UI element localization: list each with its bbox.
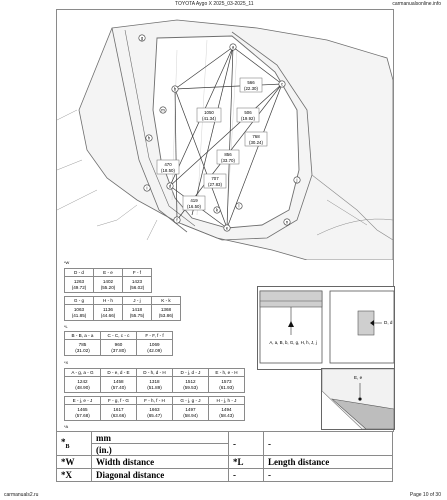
- legend-text-length: Length distance: [264, 456, 393, 469]
- diagonal-cell-10: 1494 (58.43): [209, 405, 245, 421]
- length-header-f: F - F, f - f: [137, 332, 173, 340]
- legend-symbol-diagonal: *X: [57, 469, 92, 482]
- width-cell-f: 1423 (56.02): [123, 277, 152, 293]
- page-header-site: carmanualsonline.info: [392, 1, 441, 7]
- callout-470-value: 470: [164, 162, 172, 167]
- corner-detail-label: E, e: [354, 375, 363, 380]
- legend-table: [56, 431, 393, 482]
- legend-text-empty-2: -: [264, 469, 393, 482]
- legend-symbol-unit: $*_B$: [57, 432, 92, 456]
- callout-419-value: 419: [190, 198, 198, 203]
- width-header-d: D - d: [65, 269, 94, 277]
- point-label-b: b: [173, 86, 177, 92]
- legend-unit-sub: (in.): [92, 444, 229, 456]
- point-label-h: h: [147, 135, 151, 141]
- diagonal-header-6: E - j, e - J: [65, 397, 101, 405]
- callout-419-inch: (16.50): [187, 204, 201, 209]
- page-footer-number: Page 10 of 30: [409, 492, 441, 498]
- length-header-c: C - C, c - c: [101, 332, 137, 340]
- diagonal-table-label: *X: [64, 360, 69, 365]
- diagonal-cell-9: 1497 (58.94): [173, 405, 209, 421]
- legend-unit-main: mm: [92, 432, 229, 444]
- callout-768-value: 768: [252, 134, 260, 139]
- length-cell-f: 1069 (42.09): [137, 340, 173, 356]
- legend-text-empty-1: -: [264, 432, 393, 456]
- cross-section-side-label: D, d: [384, 320, 393, 325]
- diagonal-header-7: F - g, f - G: [101, 397, 137, 405]
- legend-symbol-empty-2: -: [229, 469, 264, 482]
- length-table-label: *L: [64, 324, 68, 329]
- callout-506-value: 506: [244, 110, 252, 115]
- callout-566-value: 566: [247, 80, 255, 85]
- width-header-e: E - e: [94, 269, 123, 277]
- callout-856-inch: (33.70): [221, 158, 235, 163]
- diagonal-cell-2: 1458 (57.40): [101, 377, 137, 393]
- width-table-row-2: [64, 296, 181, 321]
- diagonal-cell-8: 1663 (65.47): [137, 405, 173, 421]
- width-header-f: F - f: [123, 269, 152, 277]
- diagonal-cell-3: 1318 (51.89): [137, 377, 173, 393]
- callout-768-inch: (30.24): [249, 140, 263, 145]
- diagonal-header-4: D - j, d - J: [173, 369, 209, 377]
- length-cell-c: 960 (37.80): [101, 340, 137, 356]
- point-label-c: c: [280, 81, 284, 87]
- cross-section-caption: A, a, B, b, G, g, H, h, J, j: [269, 340, 317, 345]
- width-cell-d: 1263 (49.72): [65, 277, 94, 293]
- point-label-f: f: [176, 217, 178, 223]
- diagonal-cell-6: 1465 (57.68): [65, 405, 101, 421]
- length-header-b: B - B, a - a: [65, 332, 101, 340]
- point-label-a: a: [231, 44, 235, 50]
- width-cell-e: 1402 (55.20): [94, 277, 123, 293]
- diagonal-header-10: H - j, h - J: [209, 397, 245, 405]
- point-label-n: n: [285, 219, 289, 225]
- width-header-g: G - g: [65, 297, 94, 305]
- diagonal-cell-1: 1242 (48.90): [65, 377, 101, 393]
- page-header-title: TOYOTA Aygo X 2025_03-2025_11: [175, 1, 254, 7]
- point-label-d: d: [168, 183, 172, 189]
- length-table: [64, 331, 173, 356]
- width-cell-g: 1063 (41.85): [65, 305, 94, 321]
- diagonal-header-3: D - h, d - H: [137, 369, 173, 377]
- width-cell-k: 1368 (53.86): [152, 305, 181, 321]
- point-label-g: g: [140, 35, 144, 41]
- diagonal-table-row-2: [64, 396, 245, 421]
- diagonal-header-2: D - e, d - E: [101, 369, 137, 377]
- point-label-e: e: [225, 225, 229, 231]
- diagonal-cell-7: 1617 (63.66): [101, 405, 137, 421]
- callout-470-inch: (18.50): [161, 168, 175, 173]
- diagonal-header-9: G - j, g - J: [173, 397, 209, 405]
- width-header-j: J - j: [123, 297, 152, 305]
- diagonal-table-row-1: [64, 368, 245, 393]
- diagram-frame: [56, 9, 394, 432]
- diagonal-header-8: F - h, f - H: [137, 397, 173, 405]
- callout-1050-value: 1050: [204, 110, 214, 115]
- width-table-row-1: [64, 268, 152, 293]
- bottom-label: *A: [64, 424, 69, 429]
- width-cell-j: 1418 (55.75): [123, 305, 152, 321]
- legend-symbol-length: *L: [229, 456, 264, 469]
- legend-text-diagonal: Diagonal distance: [92, 469, 229, 482]
- legend-text-width: Width distance: [92, 456, 229, 469]
- callout-506-inch: (19.92): [241, 116, 255, 121]
- point-label-m: m: [161, 107, 165, 113]
- callout-707-value: 707: [211, 176, 219, 181]
- width-header-k: K - k: [152, 297, 181, 305]
- callout-856-value: 856: [224, 152, 232, 157]
- point-label-l: l: [238, 203, 240, 209]
- diagonal-header-1: A - g, a - G: [65, 369, 101, 377]
- legend-symbol-empty-1: -: [229, 432, 264, 456]
- callout-1050-inch: (41.34): [202, 116, 216, 121]
- legend-symbol-width: *W: [57, 456, 92, 469]
- page-footer-site: carmanuals2.ru: [4, 492, 39, 498]
- point-label-k: k: [215, 207, 219, 213]
- callout-707-inch: (27.83): [208, 182, 222, 187]
- corner-detail-inset: [321, 368, 395, 430]
- body-dimension-diagram: [57, 10, 393, 260]
- callout-566-inch: (22.30): [244, 86, 258, 91]
- width-table-label: *W: [64, 260, 70, 265]
- diagonal-cell-5: 1573 (61.93): [209, 377, 245, 393]
- point-label-i: i: [146, 185, 148, 191]
- diagonal-header-5: E - h, e - H: [209, 369, 245, 377]
- diagonal-cell-4: 1512 (59.53): [173, 377, 209, 393]
- length-cell-b: 785 (31.02): [65, 340, 101, 356]
- width-cell-h: 1136 (44.66): [94, 305, 123, 321]
- width-header-h: H - h: [94, 297, 123, 305]
- cross-section-inset: [257, 286, 395, 370]
- point-label-j: j: [296, 177, 298, 183]
